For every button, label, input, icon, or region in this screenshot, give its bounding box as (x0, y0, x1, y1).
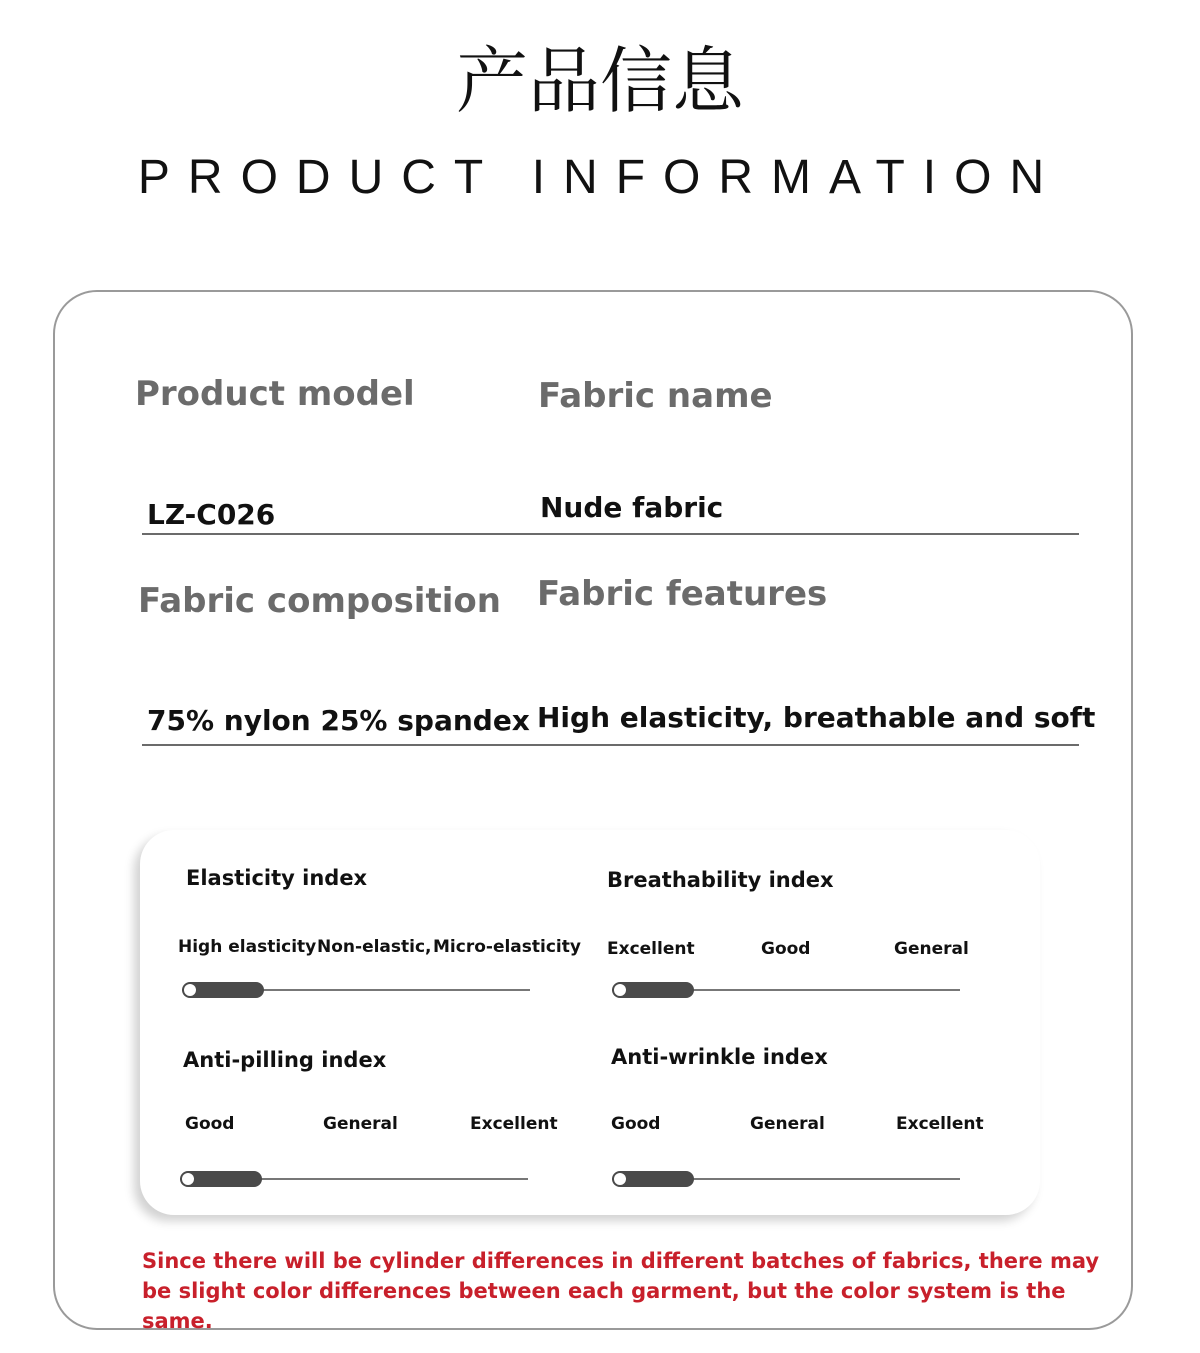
anti-pilling-option-1: Good (185, 1114, 235, 1134)
elasticity-slider-knob (184, 984, 196, 996)
anti-wrinkle-option-1: Good (611, 1114, 661, 1134)
elasticity-index-title: Elasticity index (186, 866, 368, 890)
breathability-option-3: General (894, 939, 969, 959)
breathability-index-title: Breathability index (607, 868, 834, 892)
anti-pilling-option-3: Excellent (470, 1114, 558, 1134)
breathability-option-1: Excellent (607, 939, 695, 959)
product-model-value: LZ-C026 (147, 498, 276, 531)
fabric-name-value: Nude fabric (540, 491, 724, 524)
elasticity-option-1: High elasticity (178, 937, 317, 957)
fabric-composition-label: Fabric composition (138, 581, 501, 621)
anti-wrinkle-slider-handle (612, 1171, 694, 1187)
color-difference-notice: Since there will be cylinder differences in different batches of fabrics, there may be slight color differences between each garment, but the color system is the same. (142, 1249, 1100, 1333)
breathability-slider-handle (612, 982, 694, 998)
elasticity-option-2: Non-elastic, (317, 937, 432, 957)
page-title-english: PRODUCT INFORMATION (137, 151, 1063, 204)
anti-pilling-slider-knob (182, 1173, 194, 1185)
breathability-option-2: Good (761, 939, 811, 959)
row-2-divider (142, 744, 1079, 746)
anti-pilling-option-2: General (323, 1114, 398, 1134)
elasticity-option-3: Micro-elasticity (433, 937, 581, 957)
elasticity-slider-handle (182, 982, 264, 998)
anti-wrinkle-index-title: Anti-wrinkle index (611, 1045, 828, 1069)
breathability-slider-knob (614, 984, 626, 996)
anti-wrinkle-slider-knob (614, 1173, 626, 1185)
anti-wrinkle-option-2: General (750, 1114, 825, 1134)
fabric-composition-value: 75% nylon 25% spandex (147, 704, 530, 737)
fabric-features-value: High elasticity, breathable and soft (537, 701, 1096, 734)
anti-pilling-index-title: Anti-pilling index (183, 1048, 387, 1072)
anti-pilling-slider-handle (180, 1171, 262, 1187)
product-model-label: Product model (135, 374, 415, 414)
page-title-chinese: 产品信息 (455, 39, 744, 123)
fabric-name-label: Fabric name (538, 376, 773, 416)
row-1-divider (142, 533, 1079, 535)
fabric-features-label: Fabric features (537, 574, 828, 614)
anti-wrinkle-option-3: Excellent (896, 1114, 984, 1134)
